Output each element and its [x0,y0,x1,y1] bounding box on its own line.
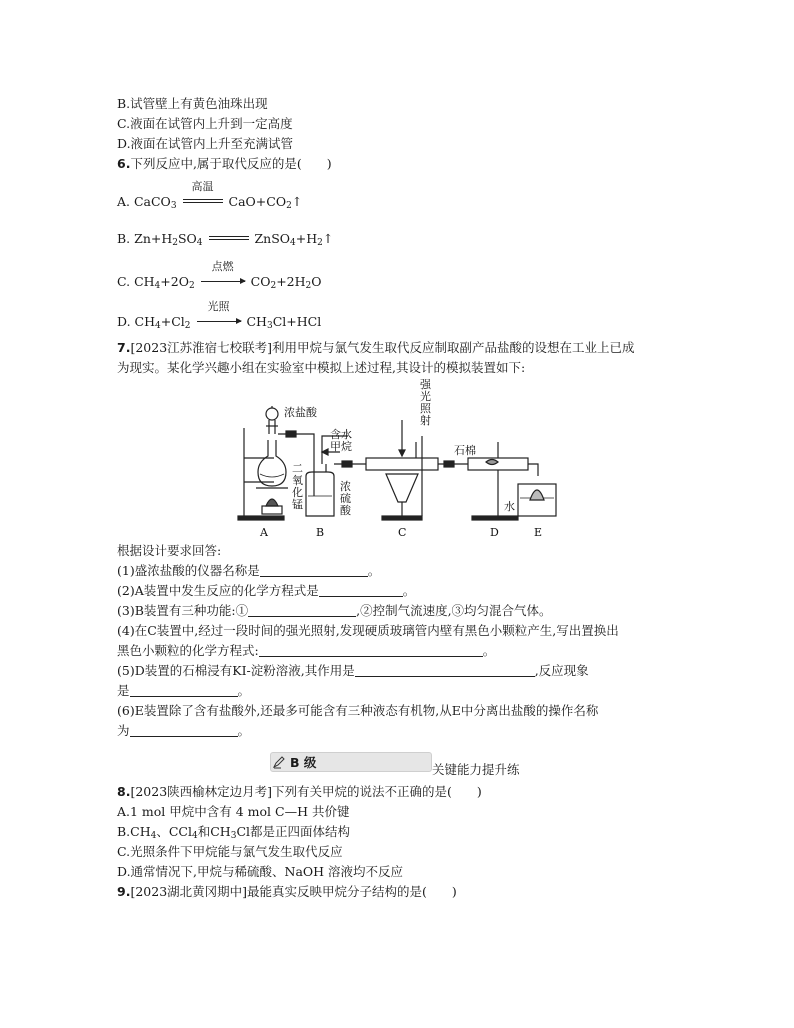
q7-stem-line1: 7.[2023江苏淮宿七校联考]利用甲烷与氯气发生取代反应制取副产品盐酸的设想在工业上已成 [117,340,635,355]
q7-part5-line1: (5)D装置的石棉浸有KI-淀粉溶液,其作用是 ,反应现象 [117,663,589,678]
condition-high-temp: 高温 [183,194,223,210]
label-mno2-1: 二 [292,462,303,475]
q7-part6-line1: (6)E装置除了含有盐酸外,还最多可能含有三种液态有机物,从E中分离出盐酸的操作名称 [117,703,599,718]
section-badge-label: B 级 [290,755,317,770]
apparatus-diagram [236,376,566,540]
answer-blank[interactable] [130,684,238,697]
label-C: C [398,526,407,539]
answer-blank[interactable] [259,644,483,657]
condition-light: 光照 [197,314,241,330]
q9-number: 9. [117,884,131,899]
q6-option-c: C. $CH_4+2O_2$ 点燃 $CO_2+2H_2O$ [117,260,322,291]
q7-part1: (1)盛浓盐酸的仪器名称是 。 [117,563,381,578]
label-light-4: 射 [420,414,431,427]
label-E: E [534,526,543,539]
q8-stem: 8.[2023陕西榆林定边月考]下列有关甲烷的说法不正确的是( ) [117,784,482,799]
answer-blank[interactable] [319,584,403,597]
q6-number: 6. [117,156,131,171]
label-light-1: 强 [420,378,431,391]
q6-stem [117,156,332,172]
q6-option-d: D. $CH_4+Cl_2$ 光照 $CH_3Cl+HCl$ [117,300,322,331]
q7-part4-line1: (4)在C装置中,经过一段时间的强光照射,发现硬质玻璃管内壁有黑色小颗粒产生,写出置换出 [117,623,619,638]
q6-option-a: A. CaCO$_3$ 高温 $CaO+CO_2↑$ [117,180,303,211]
label-h2so4-1: 浓 [340,480,351,493]
q8-option-c: C.光照条件下甲烷能与氯气发生取代反应 [117,844,343,859]
label-h2so4-3: 酸 [340,504,351,517]
q5-option-d: D.液面在试管内上升至充满试管 [117,136,294,151]
label-D: D [490,526,499,539]
q7-stem-line2: 为现实。某化学兴趣小组在实验室中模拟上述过程,其设计的模拟装置如下: [117,360,526,375]
q5-option-b: B.试管壁上有黄色油珠出现 [117,96,268,111]
label-B: B [316,526,325,539]
label-conc-hcl: 浓盐酸 [284,406,317,419]
label-mno2-4: 锰 [292,498,303,511]
label-mno2-2: 氧 [292,474,303,487]
label-water-methane-2: 甲烷 [330,440,352,453]
answer-blank[interactable] [260,564,368,577]
label-mno2-3: 化 [292,486,303,499]
condition-ignite: 点燃 [201,274,245,290]
label-A: A [260,526,268,539]
label-asbestos: 石棉 [454,444,476,457]
label-light-2: 光 [420,390,431,403]
answer-blank[interactable] [130,724,238,737]
answer-blank[interactable] [248,604,356,617]
label-water-methane-1: 含水 [330,428,352,441]
q8-option-b: $B.CH_4$、CCl$_4$和$CH_3Cl$都是正四面体结构 [117,824,350,841]
q6-option-b: B. $Zn+H_2SO_4$ $ZnSO_4+H_2↑$ [117,231,334,248]
answer-blank[interactable] [355,664,535,677]
q7-part2: (2)A装置中发生反应的化学方程式是 。 [117,583,416,598]
q7-number: 7. [117,340,131,355]
q7-prompt: 根据设计要求回答: [117,543,222,558]
q5-option-c: C.液面在试管内上升到一定高度 [117,116,293,131]
q7-part6-line2: 为 。 [117,723,251,738]
q9-stem: 9.[2023湖北黄冈期中]最能真实反映甲烷分子结构的是( ) [117,884,457,899]
q8-number: 8. [117,784,131,799]
section-subtitle: 关键能力提升练 [432,762,520,777]
label-light-3: 照 [420,402,431,415]
pencil-icon [272,755,286,769]
equals-sign [209,231,249,247]
label-h2so4-2: 硫 [340,492,351,505]
q7-part3: (3)B装置有三种功能:① ,②控制气流速度,③均匀混合气体。 [117,603,552,618]
q8-option-a: A.1 mol 甲烷中含有 4 mol C—H 共价键 [117,804,350,819]
q7-part5-line2: 是 。 [117,683,251,698]
q7-part4-line2: 黑色小颗粒的化学方程式: 。 [117,643,496,658]
q6-stem-text: 下列反应中,属于取代反应的是( ) [130,156,332,171]
label-water: 水 [504,500,515,513]
q8-option-d: D.通常情况下,甲烷与稀硫酸、NaOH 溶液均不反应 [117,864,404,879]
